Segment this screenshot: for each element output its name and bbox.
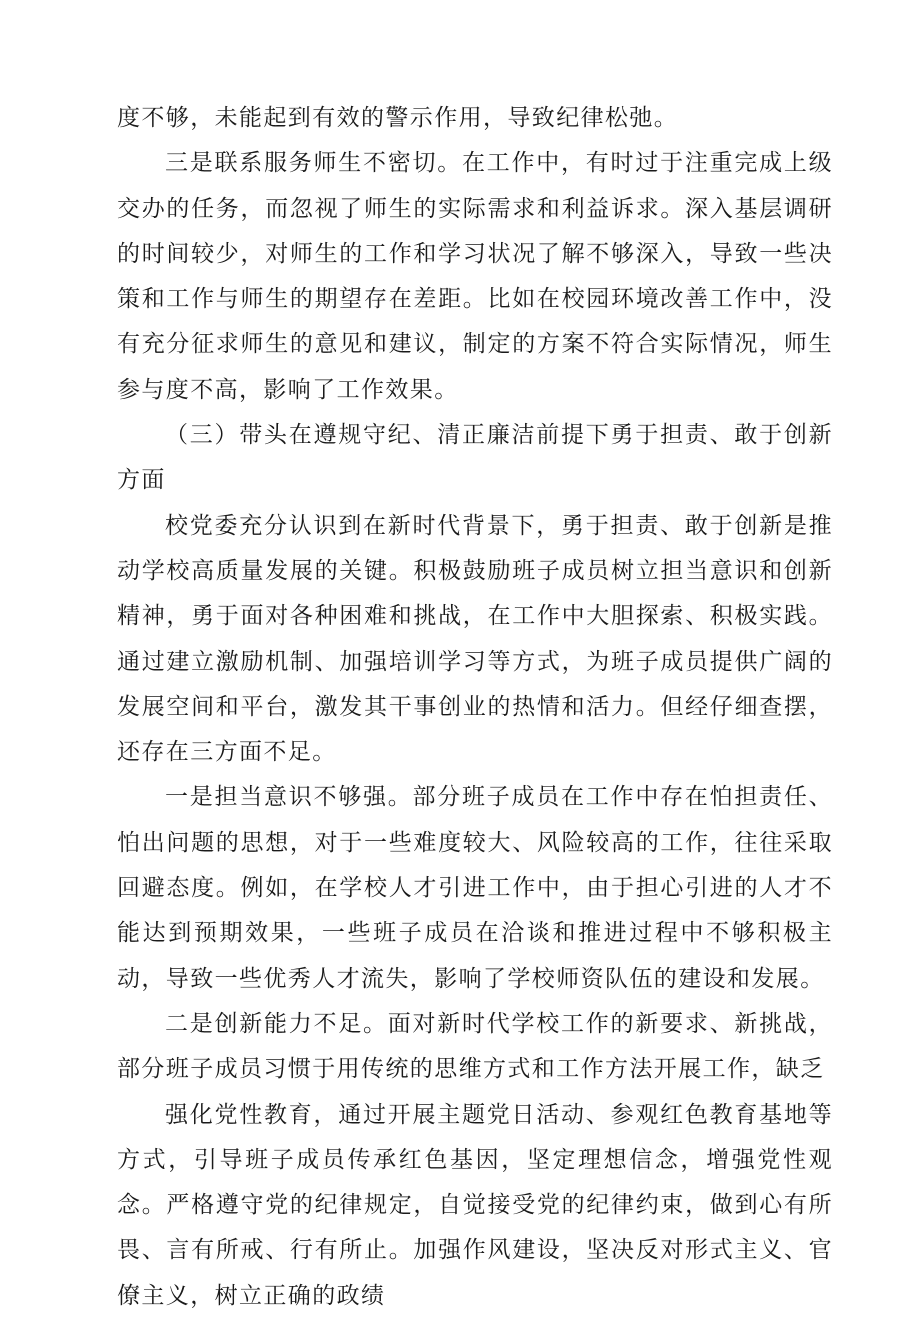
paragraph-innovation: 二是创新能力不足。面对新时代学校工作的新要求、新挑战，部分班子成员习惯于用传统的思维方式和工作方法开展工作，缺乏	[117, 1010, 833, 1083]
paragraph-responsibility: 一是担当意识不够强。部分班子成员在工作中存在怕担责任、怕出问题的思想，对于一些难度较大、风险较高的工作，往往采取回避态度。例如，在学校人才引进工作中，由于担心引进的人才不能达到预期效果，一些班子成员在洽谈和推进过程中不够积极主动，导致一些优秀人才流失，影响了学校师资队伍的建设和发展。	[117, 784, 833, 992]
section-heading-three: （三）带头在遵规守纪、清正廉洁前提下勇于担责、敢于创新方面	[117, 422, 833, 494]
paragraph-party-education: 强化党性教育，通过开展主题党日活动、参观红色教育基地等方式，引导班子成员传承红色基因，坚定理想信念，增强党性观念。严格遵守党的纪律规定，自觉接受党的纪律约束，做到心有所畏、言有所戒、行有所止。加强作风建设，坚决反对形式主义、官僚主义，树立正确的政绩	[117, 1101, 833, 1309]
paragraph-party-committee: 校党委充分认识到在新时代背景下，勇于担责、敢于创新是推动学校高质量发展的关键。积极鼓励班子成员树立担当意识和创新精神，勇于面对各种困难和挑战，在工作中大胆探索、积极实践。通过建立激励机制、加强培训学习等方式，为班子成员提供广阔的发展空间和平台，激发其干事创业的热情和活力。但经仔细查摆，还存在三方面不足。	[117, 512, 833, 766]
document-body	[117, 96, 833, 1319]
paragraph-contact-service: 三是联系服务师生不密切。在工作中，有时过于注重完成上级交办的任务，而忽视了师生的实际需求和利益诉求。深入基层调研的时间较少，对师生的工作和学习状况了解不够深入，导致一些决策和工作与师生的期望存在差距。比如在校园环境改善工作中，没有充分征求师生的意见和建议，制定的方案不符合实际情况，师生参与度不高，影响了工作效果。	[117, 150, 833, 403]
paragraph-continuation: 度不够，未能起到有效的警示作用，导致纪律松弛。	[117, 105, 679, 131]
